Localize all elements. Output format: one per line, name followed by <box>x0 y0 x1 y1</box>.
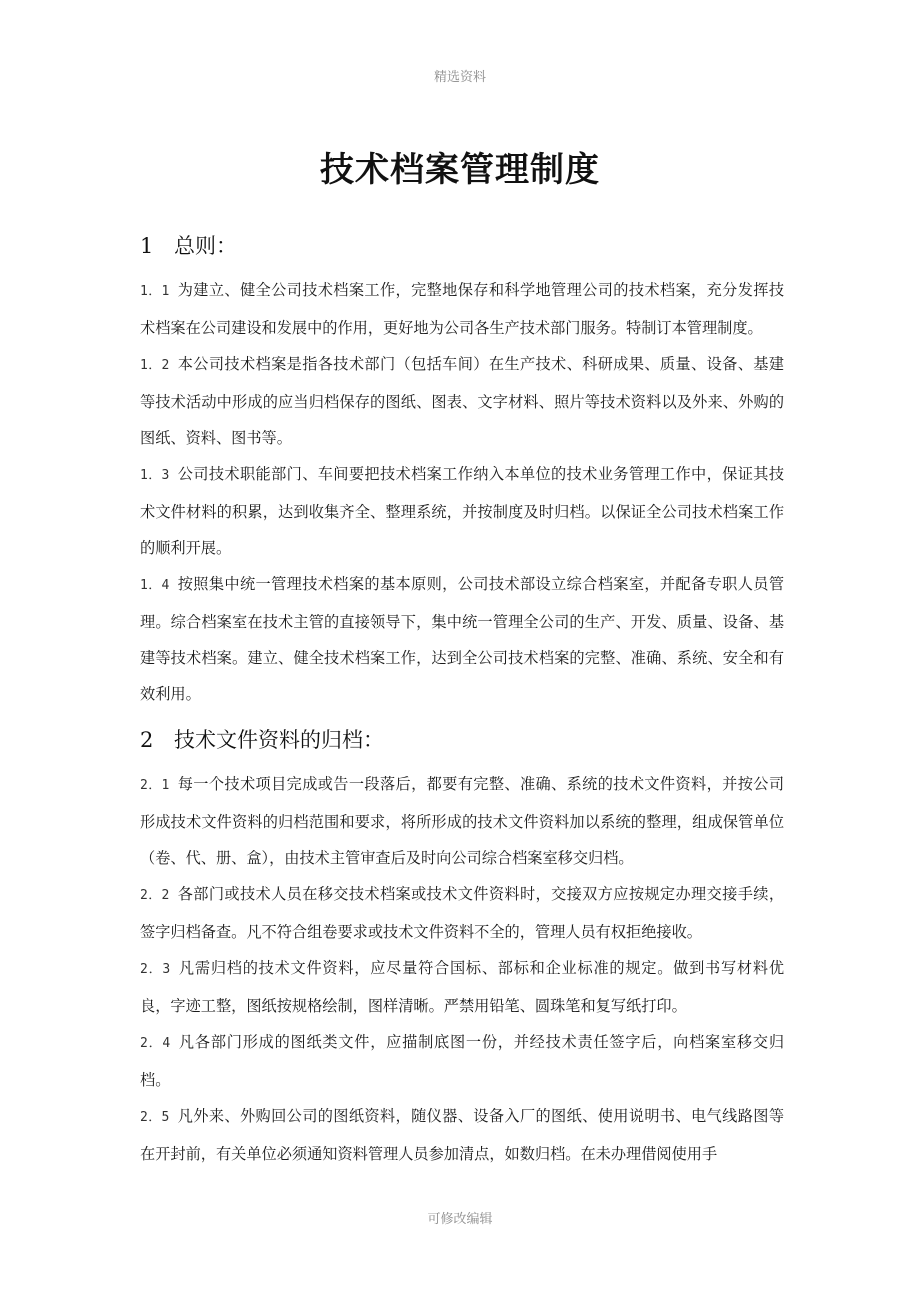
section-heading <box>140 722 784 758</box>
paragraph-number: 1．1 <box>140 284 170 299</box>
paragraph-text: 凡需归档的技术文件资料，应尽量符合国标、部标和企业标准的规定。做到书写材料优良，字迹工整，图纸按规格绘制，图样清晰。严禁用铅笔、圆珠笔和复写纸打印。 <box>140 959 785 1015</box>
paragraph <box>140 950 784 1024</box>
paragraph-text: 每一个技术项目完成或告一段落后，都要有完整、准确、系统的技术文件资料，并按公司形成技术文件资料的归档范围和要求，将所形成的技术文件资料加以系统的整理，组成保管单位（卷、代、册、盒），由技术主管审查后及时向公司综合档案室移交归档。 <box>140 775 785 867</box>
paragraph-number: 2．1 <box>140 778 170 793</box>
paragraph-text: 凡外来、外购回公司的图纸资料，随仪器、设备入厂的图纸、使用说明书、电气线路图等在开封前，有关单位必须通知资料管理人员参加清点，如数归档。在未办理借阅使用手 <box>140 1107 785 1163</box>
paragraph <box>140 566 784 712</box>
paragraph-number: 1．3 <box>140 468 170 483</box>
paragraph <box>140 1098 784 1172</box>
section-heading <box>140 228 784 264</box>
paragraph <box>140 766 784 876</box>
paragraph <box>140 456 784 566</box>
paragraph-number: 1．2 <box>140 358 170 373</box>
document-title: 技术档案管理制度 <box>320 150 600 190</box>
footer-watermark: 可修改编辑 <box>427 1212 493 1227</box>
header-watermark: 精选资料 <box>433 70 486 85</box>
paragraph-text: 凡各部门形成的图纸类文件，应描制底图一份，并经技术责任签字后，向档案室移交归档。 <box>140 1033 785 1089</box>
paragraph-number: 2．3 <box>140 962 171 977</box>
section-title: 技术文件资料的归档： <box>174 728 384 752</box>
paragraph-number: 2．2 <box>140 888 170 903</box>
paragraph-number: 1．4 <box>140 578 170 593</box>
paragraph <box>140 346 784 456</box>
paragraph <box>140 272 784 346</box>
section-title: 总则： <box>174 234 237 258</box>
section-number: 1 <box>140 234 154 258</box>
paragraph-text: 为建立、健全公司技术档案工作，完整地保存和科学地管理公司的技术档案，充分发挥技术档案在公司建设和发展中的作用，更好地为公司各生产技术部门服务。特制订本管理制度。 <box>140 281 785 337</box>
paragraph-text: 按照集中统一管理技术档案的基本原则，公司技术部设立综合档案室，并配备专职人员管理。综合档案室在技术主管的直接领导下，集中统一管理全公司的生产、开发、质量、设备、基建等技术档案。建立、健全技术档案工作，达到全公司技术档案的完整、准确、系统、安全和有效利用。 <box>140 575 785 703</box>
document-body <box>140 228 784 1172</box>
paragraph-text: 公司技术职能部门、车间要把技术档案工作纳入本单位的技术业务管理工作中，保证其技术文件材料的积累，达到收集齐全、整理系统，并按制度及时归档。以保证全公司技术档案工作的顺利开展。 <box>140 465 785 557</box>
paragraph-text: 各部门或技术人员在移交技术档案或技术文件资料时，交接双方应按规定办理交接手续，签字归档备查。凡不符合组卷要求或技术文件资料不全的，管理人员有权拒绝接收。 <box>140 885 785 941</box>
paragraph <box>140 876 784 950</box>
paragraph-number: 2．4 <box>140 1036 171 1051</box>
paragraph-number: 2．5 <box>140 1110 170 1125</box>
section-number: 2 <box>140 728 154 752</box>
paragraph <box>140 1024 784 1098</box>
paragraph-text: 本公司技术档案是指各技术部门（包括车间）在生产技术、科研成果、质量、设备、基建等技术活动中形成的应当归档保存的图纸、图表、文字材料、照片等技术资料以及外来、外购的图纸、资料、图书等。 <box>140 355 785 447</box>
